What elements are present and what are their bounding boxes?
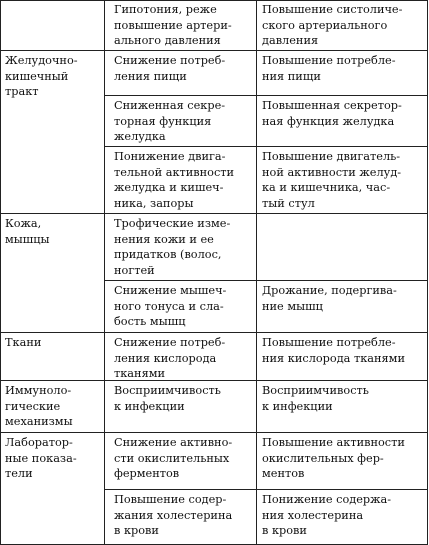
category-cell: Желудочно- кишечный тракт bbox=[5, 54, 78, 98]
hyperthyroid-cell: Повышение двигатель- ной активности желуд- ка и кишечника, час- тый стул bbox=[262, 150, 402, 210]
table-rule bbox=[0, 0, 1, 545]
hypothyroid-cell: Снижение активно- сти окислительных ферментов bbox=[114, 436, 233, 480]
hypothyroid-cell: Восприимчивость к инфекции bbox=[114, 384, 221, 413]
table-rule bbox=[427, 0, 428, 545]
hyperthyroid-cell: Понижение содержа- ния холестерина в крови bbox=[262, 493, 392, 537]
table-rule bbox=[0, 50, 428, 51]
table-rule bbox=[0, 0, 428, 1]
hypothyroid-cell: Понижение двига- тельной активности желудка и кишеч- ника, запоры bbox=[114, 150, 235, 210]
hypothyroid-cell: Трофические изме- нения кожи и ее придатков (волос, ногтей bbox=[114, 217, 231, 277]
category-cell: Иммуноло- гические механизмы bbox=[5, 384, 73, 428]
hyperthyroid-cell: Восприимчивость к инфекции bbox=[262, 384, 369, 413]
table-rule bbox=[104, 489, 428, 490]
table-rule bbox=[0, 332, 428, 333]
hypothyroid-cell: Снижение мышеч- ного тонуса и сла- бость мышц bbox=[114, 284, 227, 328]
category-cell: Ткани bbox=[5, 336, 42, 349]
table-rule bbox=[0, 213, 428, 214]
category-cell: Кожа, мышцы bbox=[5, 217, 50, 246]
hypothyroid-cell: Снижение потреб- ления кислорода тканями bbox=[114, 336, 226, 380]
hyperthyroid-cell: Повышение потребле- ния пищи bbox=[262, 54, 396, 83]
hypothyroid-cell: Гипотония, реже повышение артери- ального давления bbox=[114, 3, 232, 47]
hypothyroid-cell: Повышение содер- жания холестерина в крови bbox=[114, 493, 233, 537]
hypothyroid-cell: Сниженная секре- торная функция желудка bbox=[114, 99, 226, 143]
table-rule bbox=[0, 432, 428, 433]
hyperthyroid-cell: Повышение систоличе- ского артериального давления bbox=[262, 3, 403, 47]
table-rule bbox=[104, 280, 428, 281]
hypothyroid-cell: Снижение потреб- ления пищи bbox=[114, 54, 226, 83]
hyperthyroid-cell: Повышение активности окислительных фер- ментов bbox=[262, 436, 405, 480]
category-cell: Лаборатор- ные показа- тели bbox=[5, 436, 77, 480]
table-rule bbox=[104, 95, 428, 96]
hyperthyroid-cell: Повышенная секретор- ная функция желудка bbox=[262, 99, 402, 128]
table-rule bbox=[256, 0, 257, 545]
table-rule bbox=[104, 0, 105, 545]
hyperthyroid-cell: Повышение потребле- ния кислорода тканями bbox=[262, 336, 406, 365]
table-rule bbox=[104, 146, 428, 147]
hyperthyroid-cell: Дрожание, подергива- ние мышц bbox=[262, 284, 397, 313]
